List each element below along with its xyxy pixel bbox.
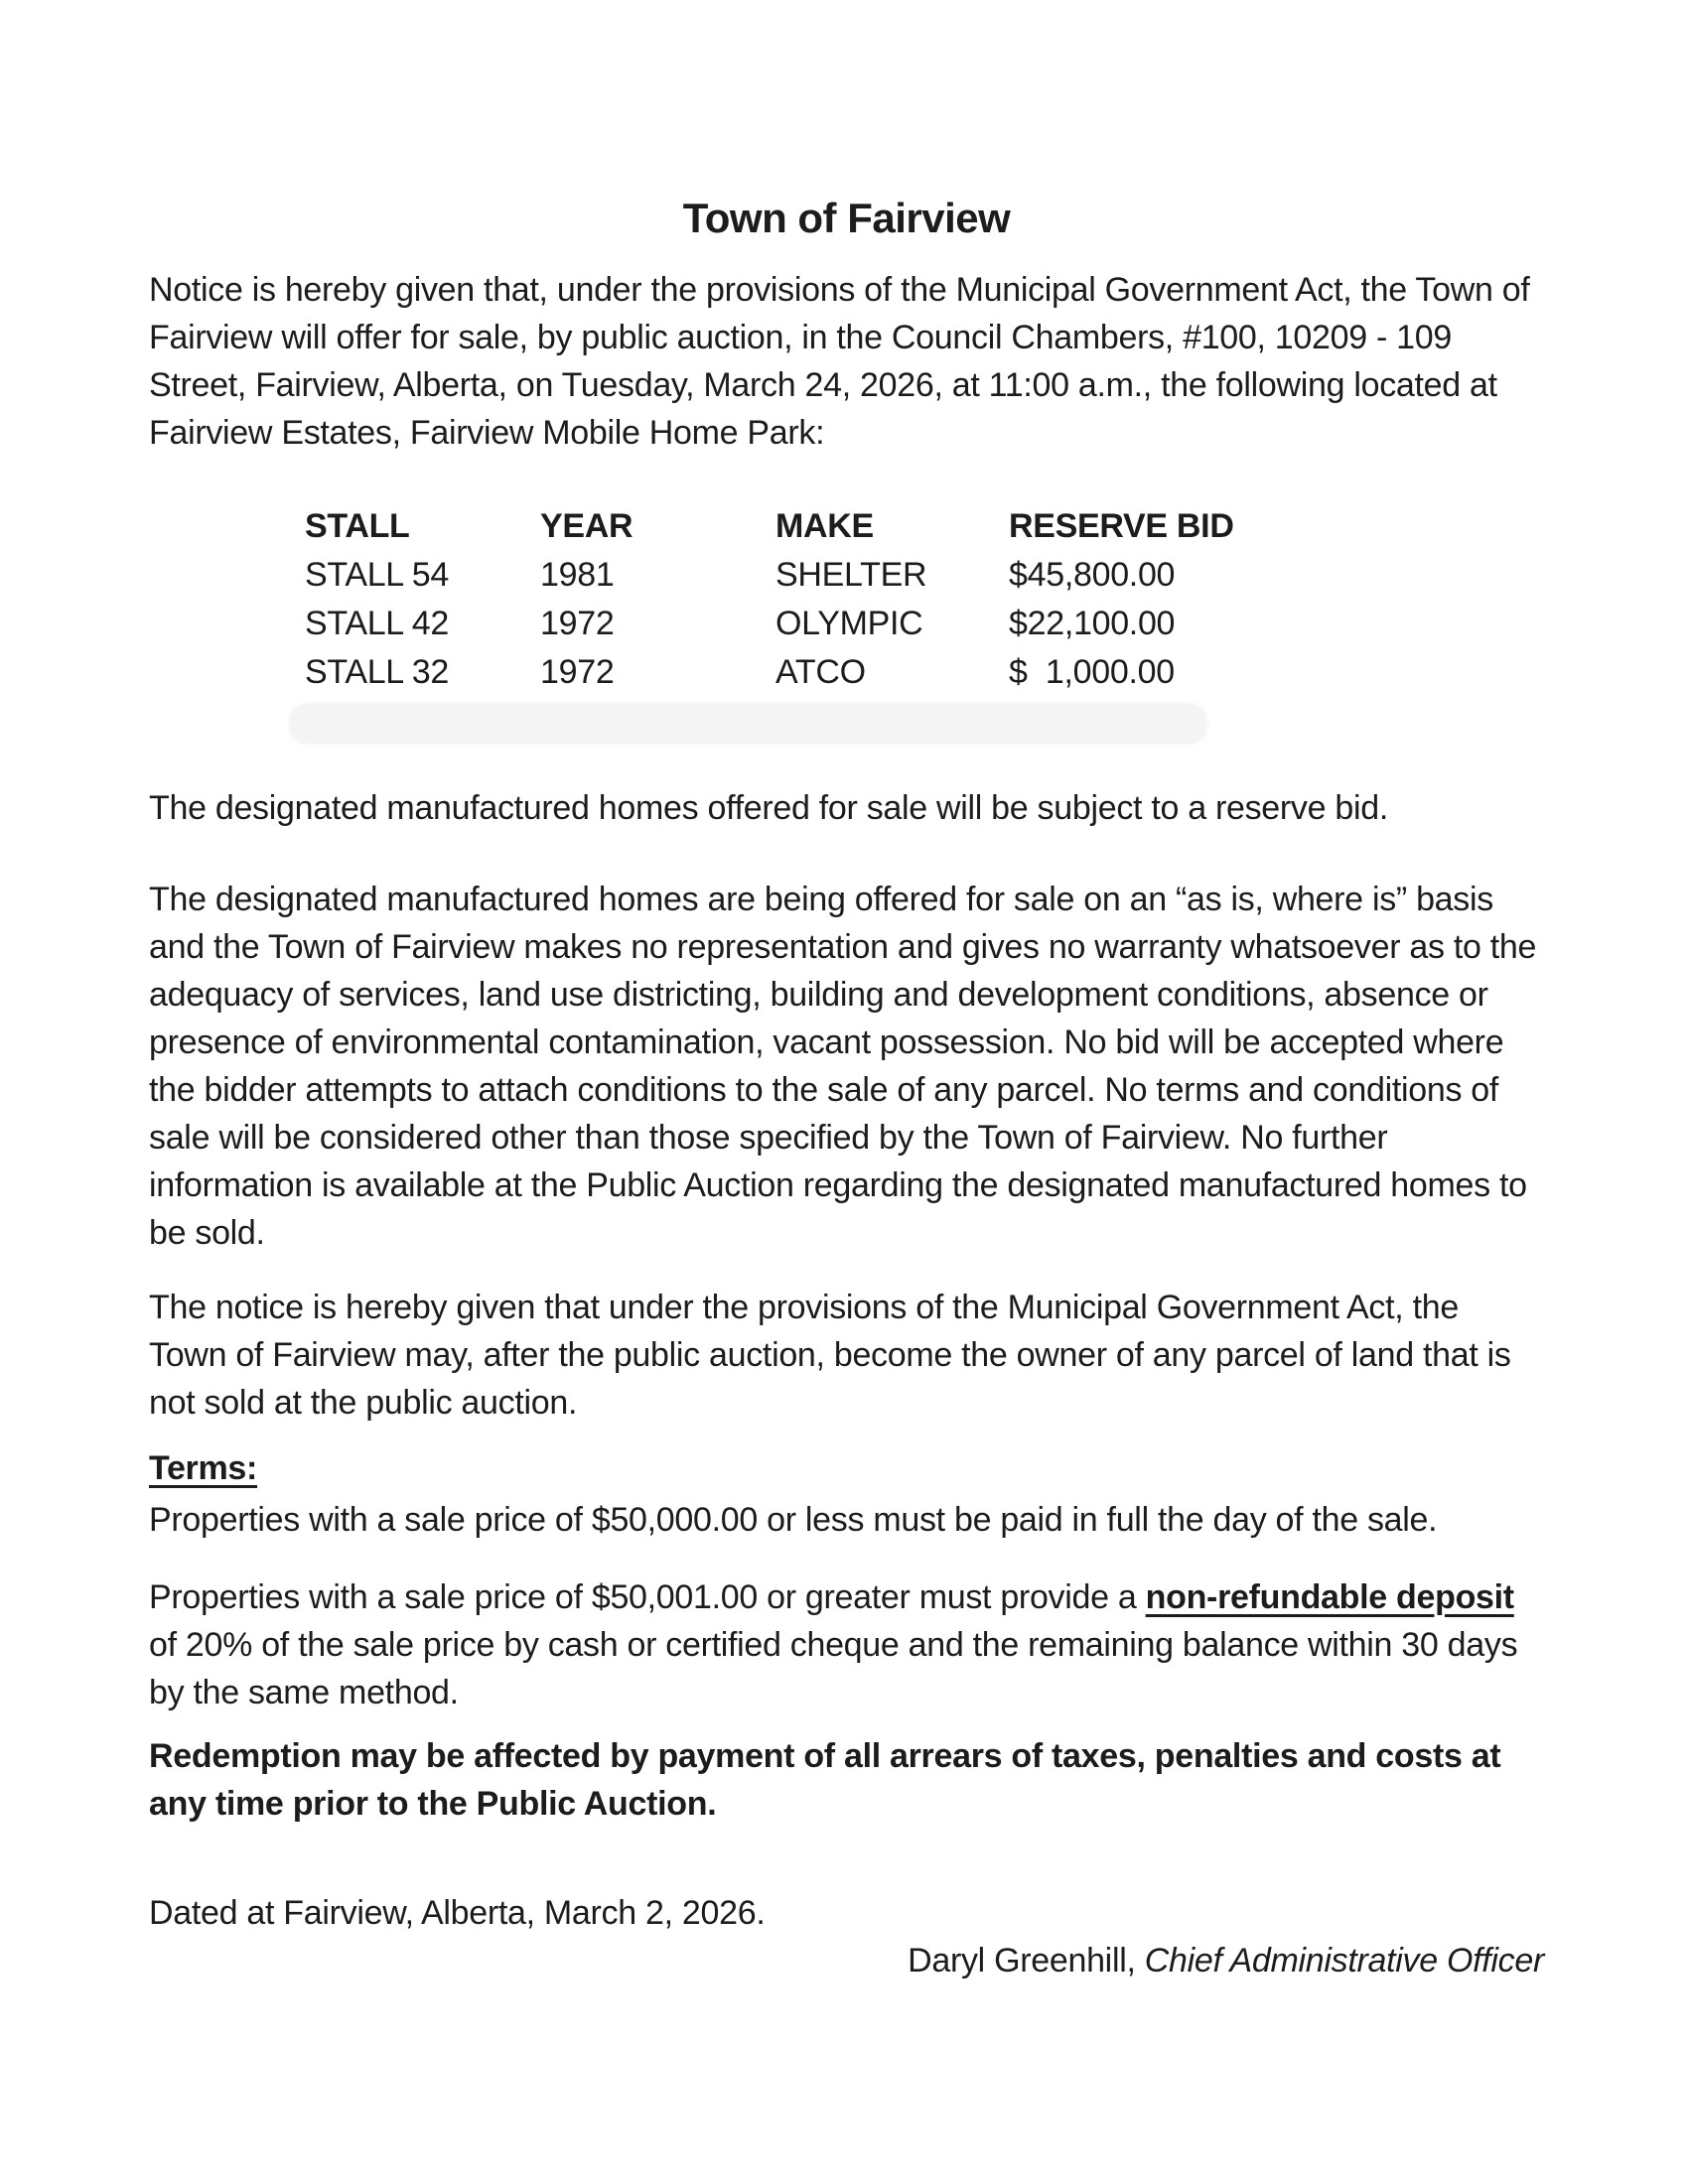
table-cell: STALL 54 xyxy=(305,556,450,594)
deposit-term xyxy=(149,1573,1544,1716)
table-header-year: YEAR xyxy=(540,507,633,545)
table-cell: STALL 32 xyxy=(305,653,450,691)
redacted-row xyxy=(289,703,1207,745)
table-cell: OLYMPIC xyxy=(775,605,923,642)
deposit-term-emphasis: non-refundable deposit xyxy=(1145,1578,1514,1616)
table-cell: $ 1,000.00 xyxy=(1009,653,1175,691)
dated-line: Dated at Fairview, Alberta, March 2, 2026. xyxy=(149,1894,766,1932)
terms-heading: Terms: xyxy=(149,1449,258,1487)
redemption-paragraph: Redemption may be affected by payment of all arrears of taxes, penalties and costs at any time prior to the Public Auction. xyxy=(149,1737,1501,1823)
full-payment-term: Properties with a sale price of $50,000.00 or less must be paid in full the day of the sale. xyxy=(149,1501,1438,1539)
table-cell: 1981 xyxy=(540,556,615,594)
table-header-make: MAKE xyxy=(775,507,874,545)
auction-table xyxy=(305,502,1544,697)
table-cell: ATCO xyxy=(775,653,866,691)
table-cell: $22,100.00 xyxy=(1009,605,1176,642)
table-header-reserve-bid: RESERVE BID xyxy=(1009,507,1234,545)
table-cell: STALL 42 xyxy=(305,605,450,642)
as-is-paragraph: The designated manufactured homes are being offered for sale on an “as is, where is” basis and the Town of Fairview makes no representation and gives no warranty whatsoever as to the adequacy of services, land use districting, building and development conditions, absence or presence of environmental contamination, vacant possession. No bid will be accepted where the bidder attempts to attach conditions to the sale of any parcel. No terms and conditions of sale will be considered other than those specified by the Town of Fairview. No further information is available at the Public Auction regarding the designated manufactured homes to be sold. xyxy=(149,881,1537,1252)
deposit-term-text: Properties with a sale price of $50,001.00 or greater must provide a xyxy=(149,1578,1146,1616)
ownership-paragraph: The notice is hereby given that under the provisions of the Municipal Government Act, the Town of Fairview may, after the public auction, become the owner of any parcel of land that is not sold at the public auction. xyxy=(149,1289,1511,1422)
table-header-stall: STALL xyxy=(305,507,410,545)
intro-paragraph: Notice is hereby given that, under the provisions of the Municipal Government Act, the Town of Fairview will offer for sale, by public auction, in the Council Chambers, #100, 10209 - 109 Street, Fairview, Alberta, on Tuesday, March 24, 2026, at 11:00 a.m., the following located at Fairview Estates, Fairview Mobile Home Park: xyxy=(149,271,1530,452)
table-cell: 1972 xyxy=(540,653,615,691)
signatory-name: Daryl Greenhill, xyxy=(908,1942,1145,1979)
table-cell: SHELTER xyxy=(775,556,927,594)
table-cell: 1972 xyxy=(540,605,615,642)
reserve-bid-note: The designated manufactured homes offered for sale will be subject to a reserve bid. xyxy=(149,789,1389,827)
deposit-term-text: of 20% of the sale price by cash or certified cheque and the remaining balance within 30 days by the same method. xyxy=(149,1626,1518,1711)
table-cell: $45,800.00 xyxy=(1009,556,1176,594)
signature-line xyxy=(149,1937,1544,1984)
signatory-title: Chief Administrative Officer xyxy=(1144,1942,1544,1979)
page-title: Town of Fairview xyxy=(682,195,1011,241)
